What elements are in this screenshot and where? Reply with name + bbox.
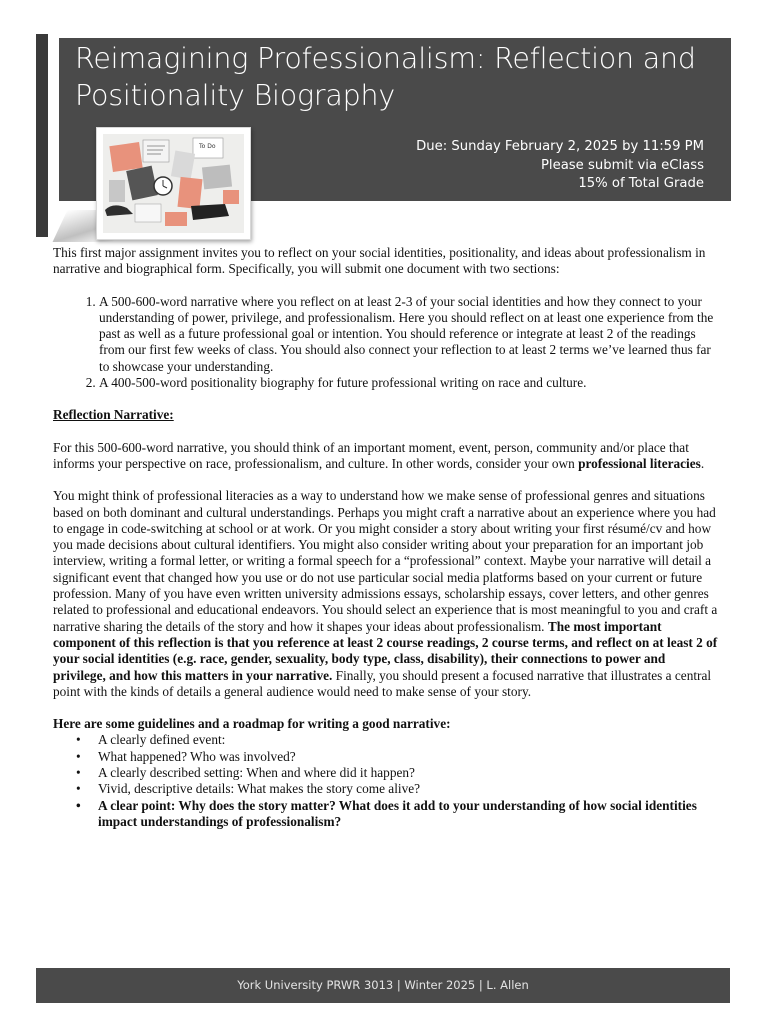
- p2-bold: The most important component of this reflection is that you reference at least 2 course readings, 2 course terms, and reflect on at least 2 of your social identities (e.g. race, gender, sexuality, body type, class, disability), their connections to power and privilege, and how this matters in your narrative.: [53, 618, 718, 683]
- guideline-item: • What happened? Who was involved?: [98, 749, 718, 765]
- guidelines-list: [53, 732, 718, 830]
- reflection-paragraph-1: [53, 440, 718, 473]
- due-info: [416, 138, 704, 194]
- p1-end: .: [700, 455, 705, 471]
- p2-text: You might think of professional literacies as a way to understand how we make sense of professional genres and situations based on both dominant and cultural understandings. Perhaps you might craft a narrative about an experience where you had to engage in code-switching at school or at work. Or you might consider a story about writing your first résumé/cv and how you made decisions about cultural identifiers. You might also consider writing about your preparation for an important job interview, writing a formal letter, or writing a formal speech for a “professional” context. Maybe your narrative will detail a significant event that changed how you use or do not use particular social media platforms based on your current or future profession. Many of you have even written university admissions essays, scholarship essays, cover letters, and other genres related to professional and educational endeavors. You should select an experience that is most meaningful to you and craft a narrative sharing the details of the story and how it shapes your ideas about professionalism.: [53, 488, 718, 634]
- flatlay-illustration: [103, 134, 244, 233]
- p2-end: Finally, you should present a focused narrative that illustrates a central point with the kinds of details a general audience would need to make sense of your story.: [53, 667, 712, 699]
- intro-paragraph: This first major assignment invites you to reflect on your social identities, positionality, and ideas about professionalism in narrative and biographical form. Specifically, you will submit one document with two sections:: [53, 245, 706, 277]
- grade-weight: 15% of Total Grade: [578, 176, 704, 191]
- guideline-item: • A clearly defined event:: [98, 732, 718, 748]
- assignment-body: [53, 245, 718, 830]
- submit-instructions: Please submit via eClass: [540, 157, 704, 173]
- todo-note-label: To Do: [199, 143, 216, 150]
- page-footer: York University PRWR 3013 | Winter 2025 | L. Allen: [36, 968, 730, 1003]
- p1-bold: professional literacies: [578, 455, 701, 471]
- guideline-item: • Vivid, descriptive details: What makes the story come alive?: [98, 781, 718, 797]
- requirement-item: 2. A 400-500-word positionality biography for future professional writing on race and culture.: [99, 375, 718, 391]
- guideline-item: • A clearly described setting: When and where did it happen?: [98, 765, 718, 781]
- p1-text: For this 500-600-word narrative, you should think of an important moment, event, person, community and/or place that informs your perspective on race, professionalism, and culture. In other words, consider your own: [53, 439, 689, 471]
- flatlay-photo: [96, 127, 251, 240]
- guidelines-heading: Here are some guidelines and a roadmap for writing a good narrative:: [53, 716, 451, 732]
- due-date: Due: Sunday February 2, 2025 by 11:59 PM: [416, 139, 704, 154]
- header-accent-bar: [36, 34, 48, 237]
- guideline-item: • A clear point: Why does the story matter? What does it add to your understanding of how social identities impact understandings of professionalism?: [98, 798, 718, 831]
- requirements-list: [53, 294, 718, 392]
- reflection-paragraph-2: [53, 488, 718, 700]
- reflection-heading: Reflection Narrative:: [53, 407, 174, 423]
- page-title: Reimagining Professionalism: Reflection and Positionality Biography: [75, 42, 696, 112]
- requirement-item: 1. A 500-600-word narrative where you reflect on at least 2-3 of your social identities and how they connect to your understanding of power, privilege, and professionalism. Here you should reflect on at least one experience from the past as well as a future professional goal or intention. You should reference or integrate at least 2 of the readings from our first few weeks of class. You should also connect your reflection to at least 2 terms we’ve learned thus far to showcase your understanding.: [99, 294, 718, 375]
